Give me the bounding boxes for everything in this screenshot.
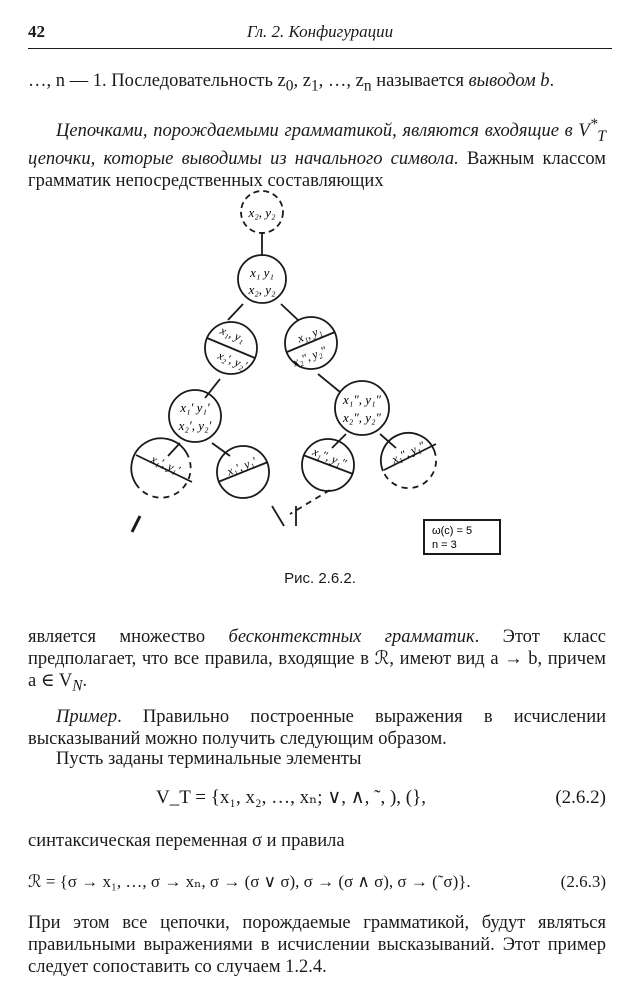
definition-italic: Цепочками, порождаемыми грамматикой, являются входящие в V (56, 121, 590, 142)
term-italic: бесконтекстных грамматик (228, 627, 475, 647)
example-label: Пример (56, 707, 118, 727)
figure-caption: Рис. 2.6.2. (284, 570, 356, 587)
node-label: x₂′, y₂′ (178, 418, 212, 433)
paragraph-3 (28, 626, 606, 698)
definition-italic: цепочки, которые выводимы из начального символа. (28, 148, 459, 169)
node-label: x₂, y₂ (248, 205, 276, 220)
node-label: x₂″, y₂″ (290, 343, 329, 370)
node-label: x₁ y₁ (250, 265, 274, 280)
legend-line-2: n = 3 (432, 539, 457, 551)
node-label: x₁, y₁ (295, 323, 324, 346)
node-label: x₂′, y₂′ (215, 348, 250, 373)
node-label: x₂″, y₂″ (343, 410, 381, 425)
text-run: . (82, 671, 88, 691)
node-right-mid (335, 381, 389, 435)
node-label: x₁′, y₁′ (148, 451, 183, 477)
paragraph-5 (28, 748, 606, 770)
node-left-mid (169, 390, 221, 442)
node-label: x₁, y₁ (218, 323, 247, 346)
text-run: Важным классом грамматик непосредственных составляющих (28, 148, 607, 191)
node-label: x₁′, y₁′ (224, 454, 259, 479)
header-rule (28, 48, 612, 49)
node-label: x₁′ y₁′ (180, 400, 210, 415)
text-run: . (549, 71, 555, 91)
superscript: * (589, 116, 598, 133)
node-label: x₂, y₂ (248, 282, 276, 297)
subscript: T (597, 127, 606, 145)
text-run: называется (371, 71, 469, 91)
node-label: x₁″, y₁″ (310, 444, 349, 471)
text-run: . Этот класс предполагает, что все правила, входящие в ℛ, имеют вид a → b, причем a ∈ V (28, 627, 607, 691)
paragraph-7 (28, 912, 606, 978)
subscript: 0 (285, 77, 294, 95)
subscript: 1 (310, 77, 319, 95)
page-number: 42 (28, 22, 45, 41)
node-label: x₁″, y₁″ (343, 392, 381, 407)
paragraph-1 (28, 70, 606, 98)
text-run: синтаксическая переменная σ и правила (28, 831, 345, 851)
term-italic: выводом b (468, 71, 550, 91)
equation-2-6-3 (28, 870, 606, 896)
equation-body: V_T = {x₁, x₂, …, xₙ; ∨, ∧, ˜, ), (}, (156, 787, 426, 808)
paragraph-4 (28, 706, 606, 750)
equation-body: ℛ = {σ → x₁, …, σ → xₙ, σ → (σ ∨ σ), σ → (σ ∧ σ), σ → (˜σ)}. (28, 872, 471, 891)
figure-tree-diagram (0, 180, 640, 600)
text-run: , …, z (318, 71, 364, 91)
subscript: n (363, 77, 372, 95)
text-run: , z (293, 71, 311, 91)
node-label: x₁″, y₁″ (389, 438, 428, 467)
equation-number: (2.6.3) (560, 872, 606, 891)
subscript: N (72, 677, 83, 695)
text-run: является множество (28, 627, 229, 647)
equation-number: (2.6.2) (555, 787, 606, 808)
text-run: …, n — 1. Последовательность z (28, 71, 286, 91)
text-run: При этом все цепочки, порождаемые грамматикой, будут являться правильными выражениями в исчислении высказываний. Этот пример следует сопоставить со случаем 1.2.4. (28, 913, 606, 977)
text-run: Пусть заданы терминальные элементы (56, 749, 362, 769)
text-run: . Правильно построенные выражения в исчислении высказываний можно получить следующим образом. (28, 707, 606, 749)
paragraph-6 (28, 830, 606, 852)
legend-line-1: ω(c) = 5 (432, 525, 473, 537)
running-head: Гл. 2. Конфигурации (246, 22, 394, 41)
equation-2-6-2 (28, 786, 606, 812)
